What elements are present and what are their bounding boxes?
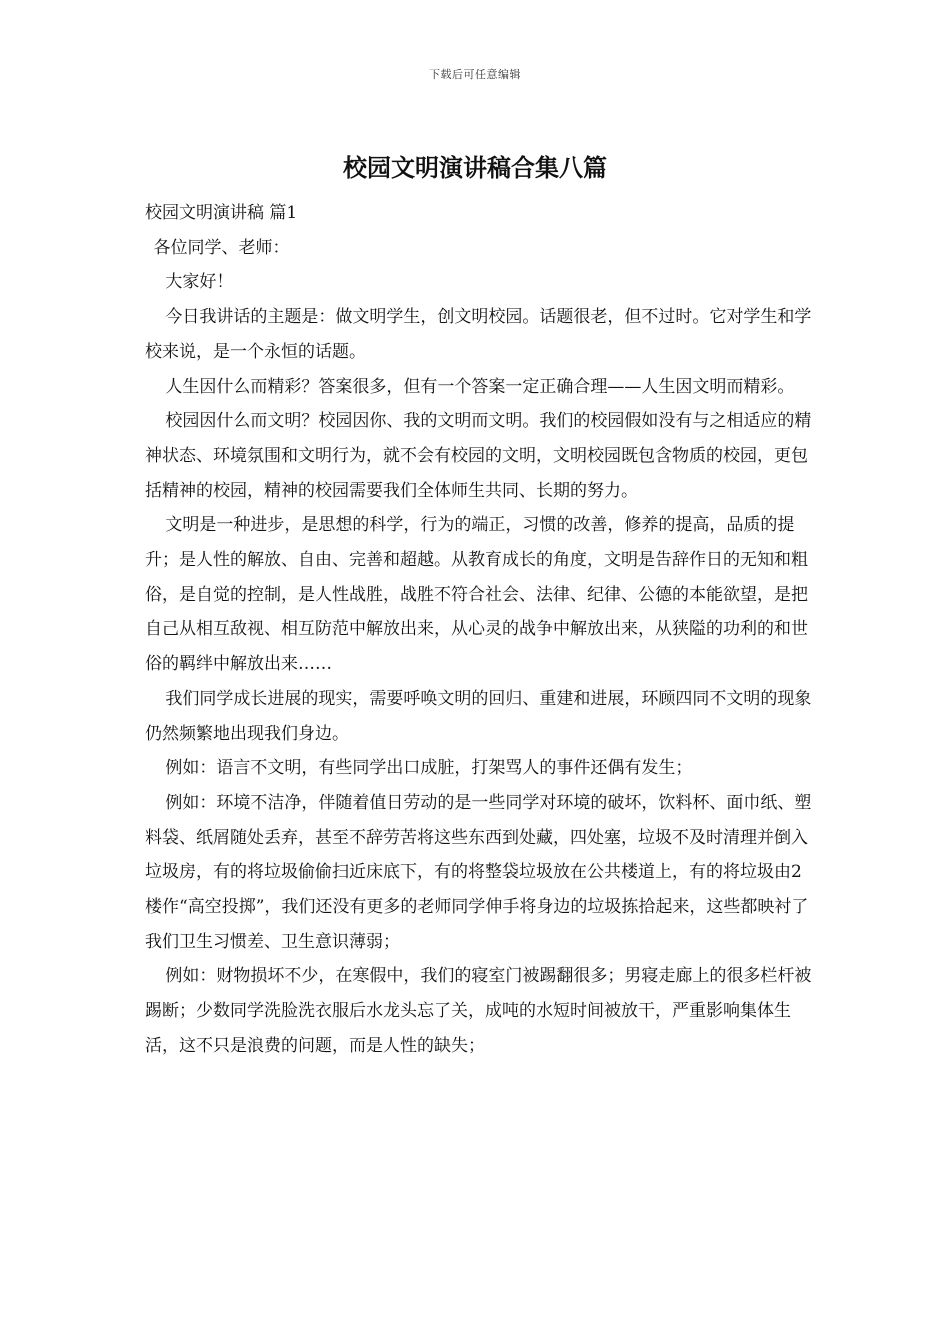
header-note: 下载后可任意编辑 — [429, 68, 521, 81]
body-paragraph: 例如：环境不洁净，伴随着值日劳动的是一些同学对环境的破坏，饮料杯、面巾纸、塑料袋、纸屑随处丢弃，甚至不辞劳苦将这些东西到处藏，四处塞，垃圾不及时清理并倒入垃圾房，有的将垃圾偷偷扫近床底下，有的将整袋垃圾放在公共楼道上，有的将垃圾由2楼作“高空投掷”，我们还没有更多的老师同学伸手将身边的垃圾拣拾起来，这些都映衬了我们卫生习惯差、卫生意识薄弱； — [145, 792, 812, 952]
body-paragraph: 人生因什么而精彩？答案很多，但有一个答案一定正确合理——人生因文明而精彩。 — [165, 376, 795, 397]
body-paragraph: 校园因什么而文明？校园因你、我的文明而文明。我们的校园假如没有与之相适应的精神状态、环境氛围和文明行为，就不会有校园的文明，文明校园既包含物质的校园，更包括精神的校园，精神的校园需要我们全体师生共同、长期的努力。 — [145, 411, 812, 501]
body-paragraph: 文明是一种进步，是思想的科学，行为的端正，习惯的改善，修养的提高，品质的提升；是人性的解放、自由、完善和超越。从教育成长的角度，文明是告辞作日的无知和粗俗，是自觉的控制，是人性战胜，战胜不符合社会、法律、纪律、公德的本能欲望，是把自己从相互敌视、相互防范中解放出来，从心灵的战争中解放出来，从狭隘的功利的和世俗的羁绊中解放出来…… — [145, 515, 808, 675]
body-paragraph: 例如：财物损坏不少，在寒假中，我们的寝室门被踢翻很多；男寝走廊上的很多栏杆被踢断；少数同学洗脸洗衣服后水龙头忘了关，成吨的水短时间被放干，严重影响集体生活，这不只是浪费的问题，而是人性的缺失； — [145, 966, 812, 1056]
document-body — [145, 196, 815, 1064]
body-paragraph: 今日我讲话的主题是：做文明学生，创文明校园。话题很老，但不过时。它对学生和学校来说，是一个永恒的话题。 — [145, 307, 812, 362]
body-paragraph: 例如：语言不文明，有些同学出口成脏，打架骂人的事件还偶有发生； — [165, 758, 693, 779]
greeting-line: 大家好！ — [165, 272, 234, 293]
body-paragraph: 我们同学成长进展的现实，需要呼唤文明的回归、重建和进展，环顾四同不文明的现象仍然频繁地出现我们身边。 — [145, 688, 812, 744]
document-title: 校园文明演讲稿合集八篇 — [343, 153, 607, 182]
salutation: 各位同学、老师： — [153, 237, 290, 258]
section-heading: 校园文明演讲稿 篇1 — [145, 203, 298, 223]
